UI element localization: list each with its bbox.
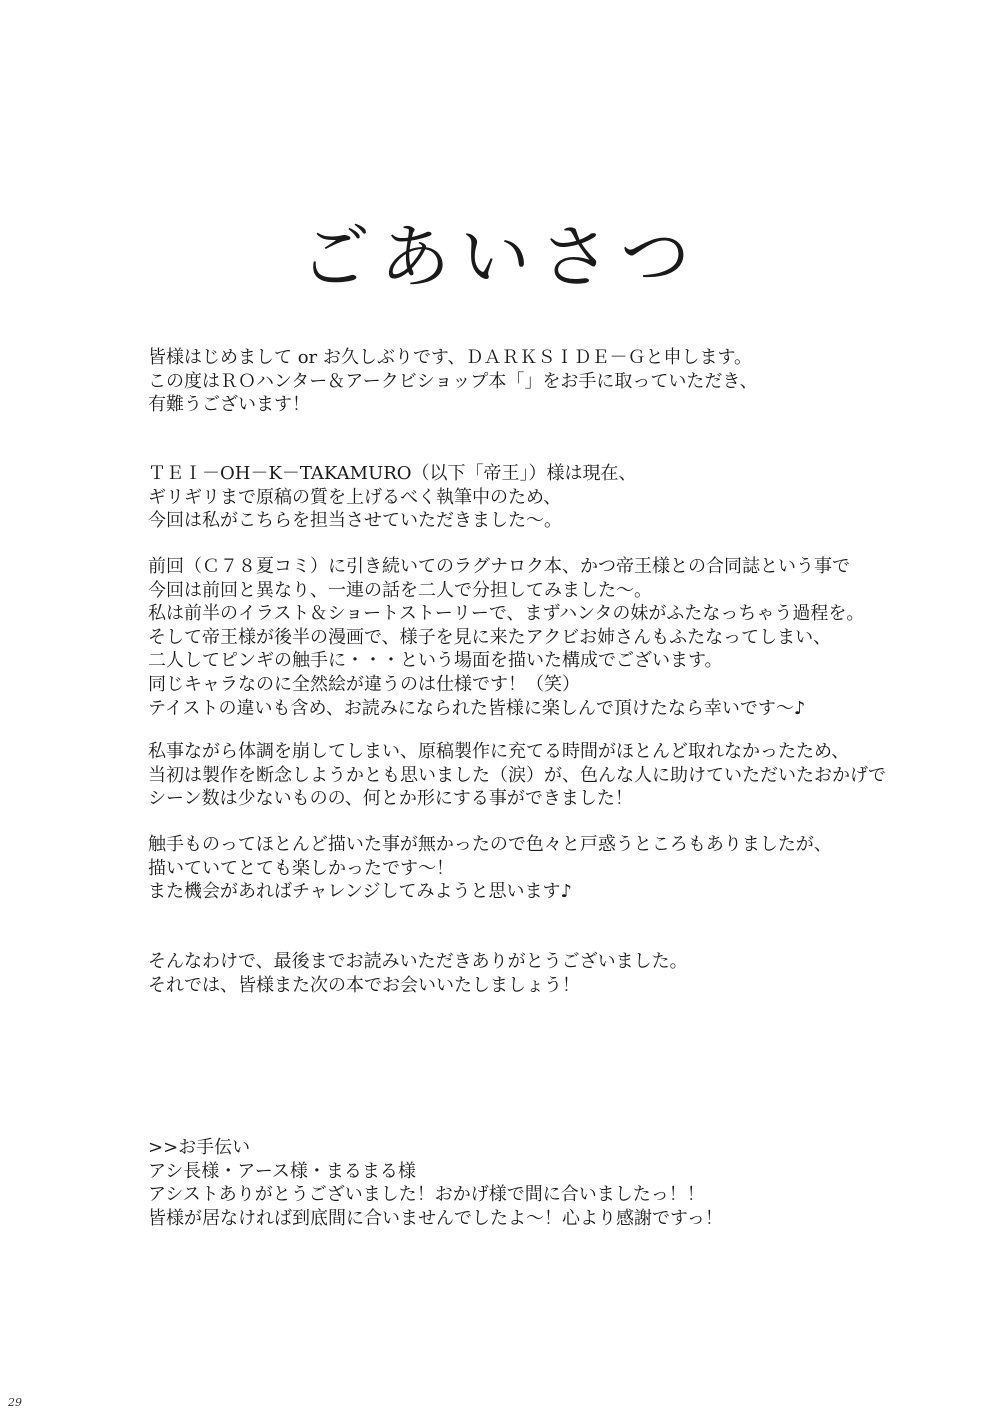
text-line: 当初は製作を断念しようかとも思いました（涙）が、色んな人に助けていただいたおかげで — [148, 764, 886, 786]
text-line: 今回は前回と異なり、一連の話を二人で分担してみました～。 — [148, 579, 652, 601]
paragraph-closing — [148, 950, 968, 997]
text-line: テイストの違いも含め、お読みになられた皆様に楽しんで頂けたなら幸いです～♪ — [148, 697, 806, 719]
page-number: 29 — [8, 1396, 22, 1409]
paragraph-experience — [148, 833, 968, 904]
text-line: 有難うございます！ — [148, 394, 310, 416]
text-line: この度はＲＯハンター＆アークビショップ本「」をお手に取っていただき、 — [148, 370, 758, 392]
text-line: そして帝王様が後半の漫画で、様子を見に来たアクビお姉さんもふたなってしまい、 — [148, 626, 832, 648]
text-line: それでは、皆様また次の本でお会いいたしましょう！ — [148, 974, 580, 996]
paragraph-structure — [148, 555, 968, 720]
text-line: ＴＥＩ－OH－K－TAKAMURO（以下「帝王」）様は現在、 — [148, 463, 637, 484]
text-line: アシ長様・アース様・まるまる様 — [148, 1160, 416, 1182]
text-line: 私は前半のイラスト＆ショートストーリーで、まずハンタの妹がふたなっちゃう過程を。 — [148, 603, 865, 625]
text-line: ギリギリまで原稿の質を上げるべく執筆中のため、 — [148, 486, 562, 508]
text-line: 私事ながら体調を崩してしまい、原稿製作に充てる時間がほとんど取れなかったため、 — [148, 741, 850, 762]
text-line: そんなわけで、最後までお読みいただきありがとうございました。 — [148, 951, 688, 972]
paragraph-credits — [148, 1136, 968, 1230]
text-line: 触手ものってほとんど描いた事が無かったので色々と戸惑うところもありましたが、 — [148, 834, 832, 855]
text-line: アシストありがとうございました！おかげ様で間に合いましたっ！！ — [148, 1184, 705, 1206]
text-line: 二人してピンギの触手に・・・という場面を描いた構成でございます。 — [148, 650, 723, 672]
text-line: 描いていてとても楽しかったです～！ — [148, 857, 454, 879]
text-line: 同じキャラなのに全然絵が違うのは仕様です！（笑） — [148, 673, 580, 695]
page-title: ごあいさつ — [300, 216, 700, 298]
text-line: 皆様が居なければ到底間に合いませんでしたよ～！心より感謝ですっ！ — [148, 1207, 723, 1229]
text-line: また機会があればチャレンジしてみようと思います♪ — [148, 881, 573, 903]
text-line: 皆様はじめまして or お久しぶりです、ＤＡＲＫＳＩＤＥ－Ｇと申します。 — [148, 347, 753, 368]
credits-heading: >>お手伝い — [148, 1137, 251, 1158]
text-line: シーン数は少ないものの、何とか形にする事ができました！ — [148, 788, 633, 810]
text-line: 前回（Ｃ７８夏コミ）に引き続いてのラグナロク本、かつ帝王様との合同誌という事で — [148, 556, 850, 577]
text-line: 今回は私がこちらを担当させていただきました～。 — [148, 510, 562, 532]
paragraph-coauthor — [148, 462, 968, 533]
paragraph-greeting — [148, 346, 968, 417]
paragraph-health — [148, 740, 968, 811]
